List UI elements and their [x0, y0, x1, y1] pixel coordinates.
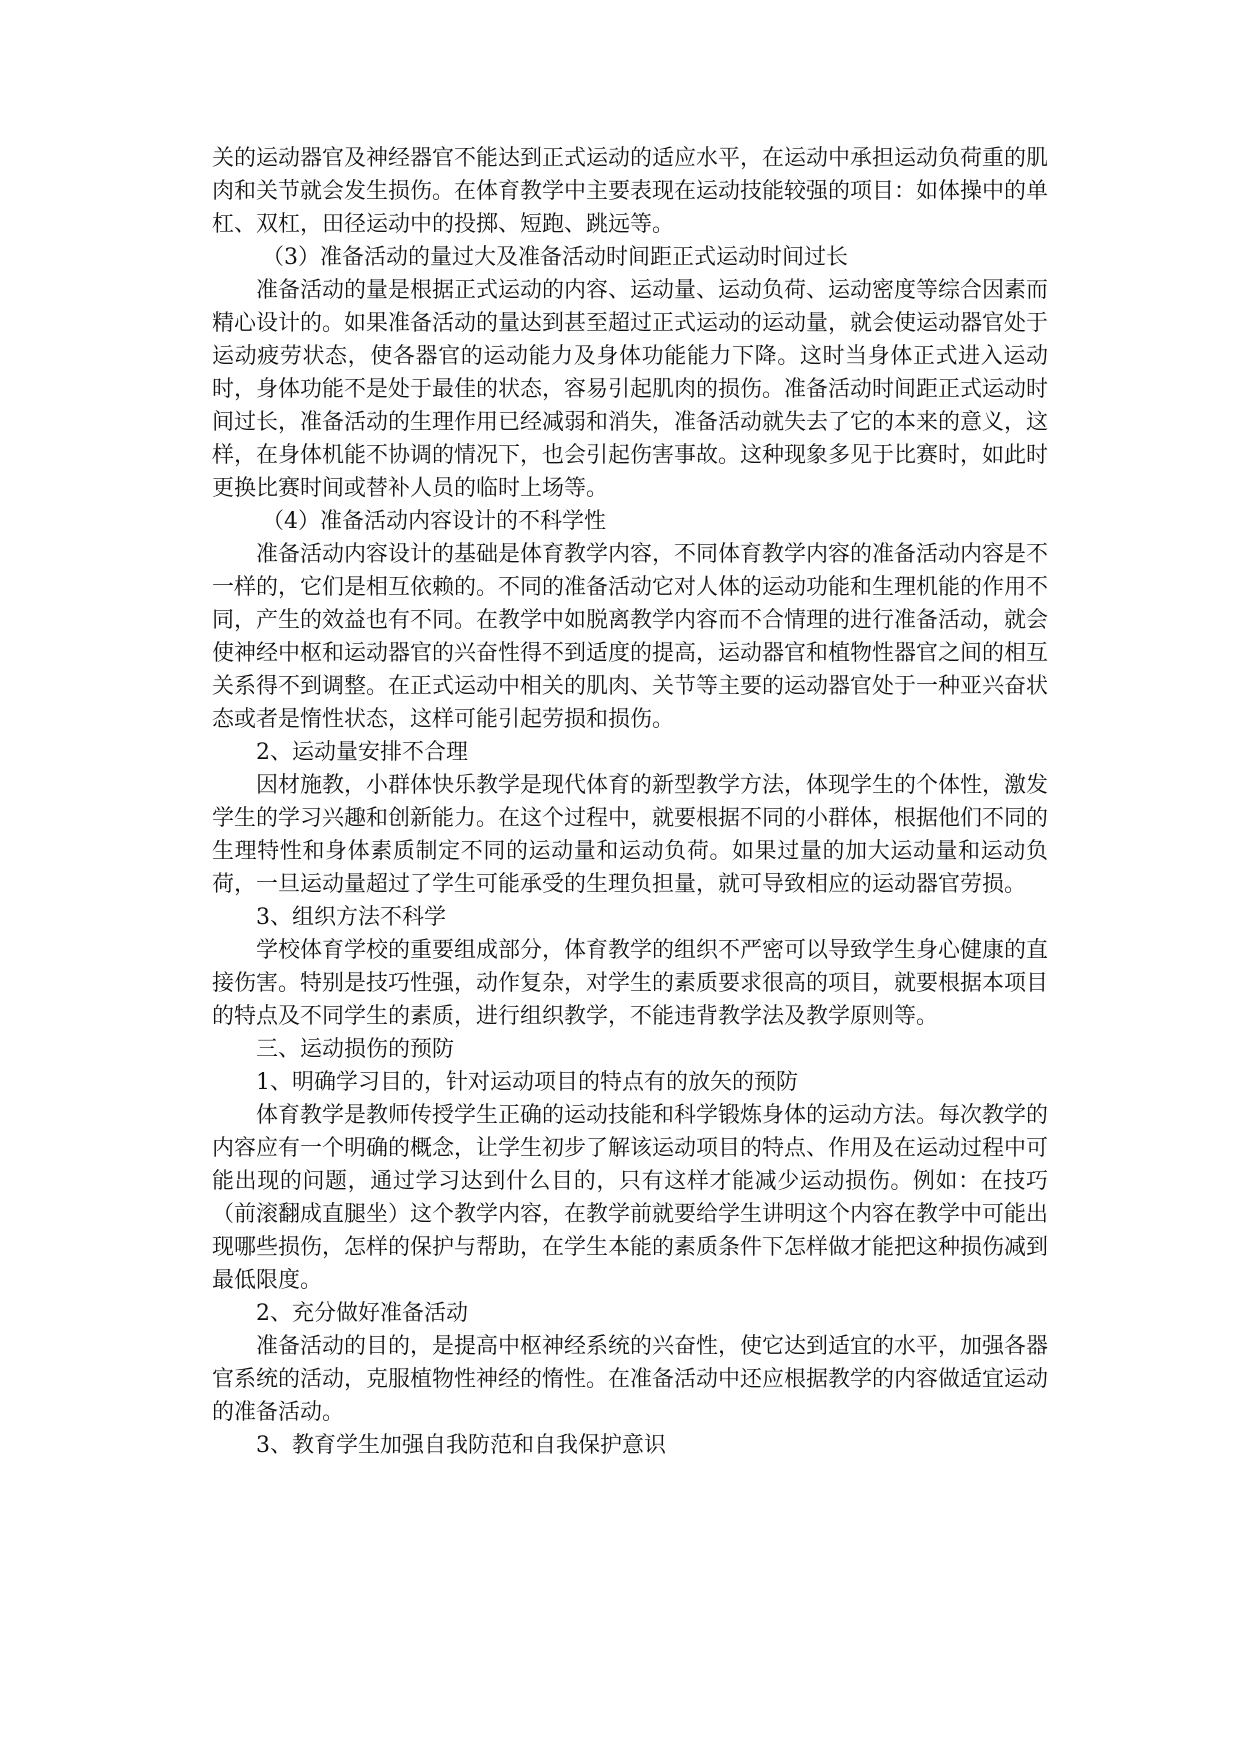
paragraph: 准备活动内容设计的基础是体育教学内容，不同体育教学内容的准备活动内容是不一样的，它们是相互依赖的。不同的准备活动它对人体的运动功能和生理机能的作用不同，产生的效益也有不同。在教学中如脱离教学内容而不合情理的进行准备活动，就会使神经中枢和运动器官的兴奋性得不到适度的提高，运动器官和植物性器官之间的相互关系得不到调整。在正式运动中相关的肌肉、关节等主要的运动器官处于一种亚兴奋状态或者是惰性状态，这样可能引起劳损和损伤。	[212, 542, 1049, 732]
document-body	[212, 142, 1048, 1462]
subheading-4: （4）准备活动内容设计的不科学性	[262, 509, 606, 534]
section-heading-3: 三、运动损伤的预防	[256, 1037, 455, 1062]
paragraph: 准备活动的量是根据正式运动的内容、运动量、运动负荷、运动密度等综合因素而精心设计的。如果准备活动的量达到甚至超过正式运动的运动量，就会使运动器官处于运动疲劳状态，使各器官的运动能力及身体功能能力下降。这时当身体正式进入运动时，身体功能不是处于最佳的状态，容易引起肌肉的损伤。准备活动时间距正式运动时间过长，准备活动的生理作用已经减弱和消失，准备活动就失去了它的本来的意义，这样，在身体机能不协调的情况下，也会引起伤害事故。这种现象多见于比赛时，如此时更换比赛时间或替补人员的临时上场等。	[212, 278, 1049, 501]
paragraph: 准备活动的目的，是提高中枢神经系统的兴奋性，使它达到适宜的水平，加强各器官系统的活动，克服植物性神经的惰性。在准备活动中还应根据教学的内容做适宜运动的准备活动。	[212, 1334, 1049, 1425]
paragraph: 体育教学是教师传授学生正确的运动技能和科学锻炼身体的运动方法。每次教学的内容应有一个明确的概念，让学生初步了解该运动项目的特点、作用及在运动过程中可能出现的问题，通过学习达到什么目的，只有这样才能减少运动损伤。例如：在技巧（前滚翻成直腿坐）这个教学内容，在教学前就要给学生讲明这个内容在教学中可能出现哪些损伤，怎样的保护与帮助，在学生本能的素质条件下怎样做才能把这种损伤减到最低限度。	[212, 1103, 1049, 1293]
heading-1: 1、明确学习目的，针对运动项目的特点有的放矢的预防	[256, 1070, 798, 1095]
paragraph: 学校体育学校的重要组成部分，体育教学的组织不严密可以导致学生身心健康的直接伤害。特别是技巧性强，动作复杂，对学生的素质要求很高的项目，就要根据本项目的特点及不同学生的素质，进行组织教学，不能违背教学法及教学原则等。	[212, 938, 1049, 1029]
heading-2: 2、运动量安排不合理	[256, 740, 468, 765]
paragraph-continued: 关的运动器官及神经器官不能达到正式运动的适应水平，在运动中承担运动负荷重的肌肉和关节就会发生损伤。在体育教学中主要表现在运动技能较强的项目：如体操中的单杠、双杠，田径运动中的投掷、短跑、跳远等。	[212, 146, 1049, 237]
heading-2: 2、充分做好准备活动	[256, 1301, 468, 1326]
subheading-3: （3）准备活动的量过大及准备活动时间距正式运动时间过长	[262, 245, 848, 270]
paragraph: 因材施教，小群体快乐教学是现代体育的新型教学方法，体现学生的个体性，激发学生的学习兴趣和创新能力。在这个过程中，就要根据不同的小群体，根据他们不同的生理特性和身体素质制定不同的运动量和运动负荷。如果过量的加大运动量和运动负荷，一旦运动量超过了学生可能承受的生理负担量，就可导致相应的运动器官劳损。	[212, 773, 1049, 897]
heading-3: 3、教育学生加强自我防范和自我保护意识	[256, 1433, 666, 1458]
heading-3: 3、组织方法不科学	[256, 905, 446, 930]
